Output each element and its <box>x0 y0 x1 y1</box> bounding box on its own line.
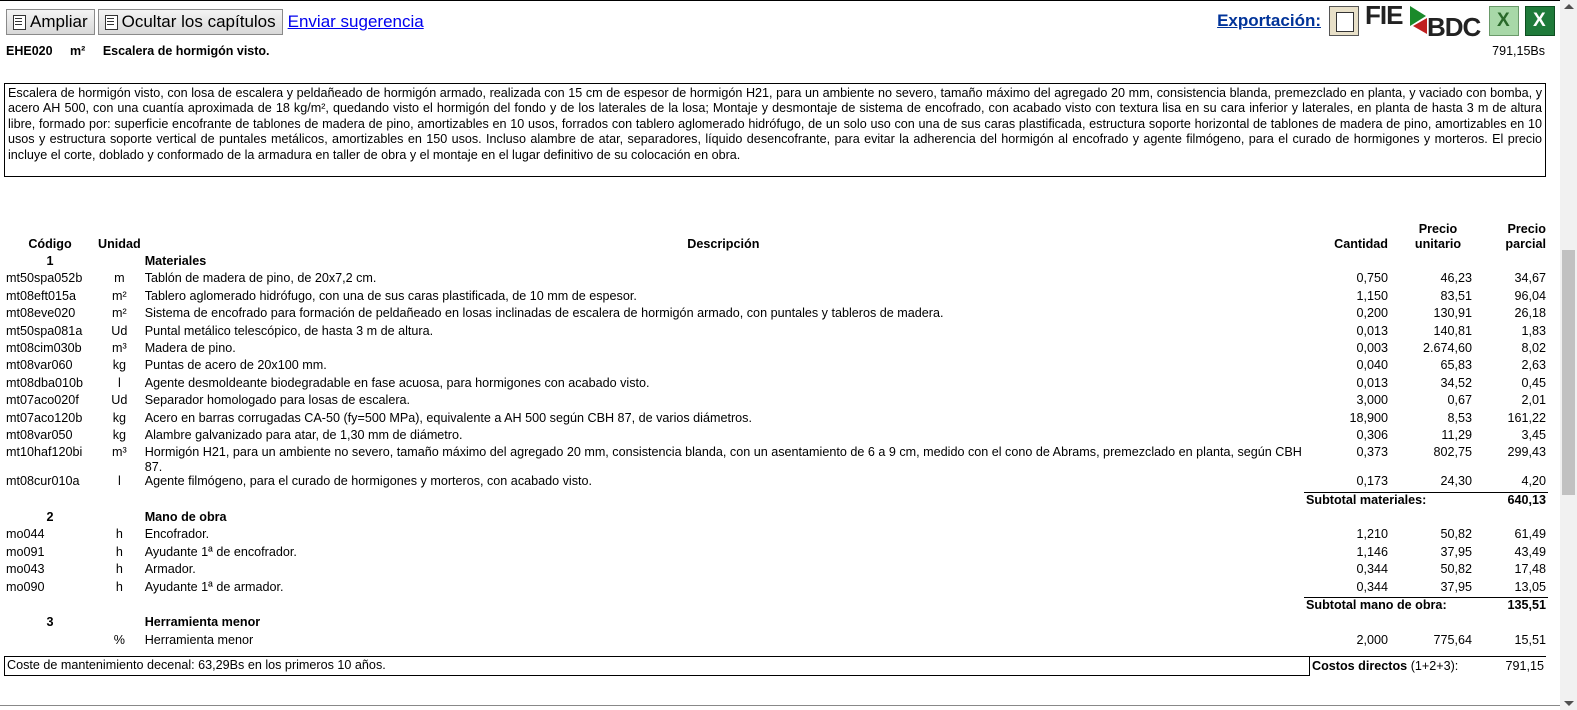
row-quantity: 0,344 <box>1356 562 1388 577</box>
row-code: mo090 <box>6 579 45 594</box>
table-row <box>4 428 1548 445</box>
ocultar-label: Ocultar los capítulos <box>121 12 276 31</box>
row-quantity: 0,013 <box>1356 323 1388 338</box>
col-partial-line1: Precio <box>1507 222 1546 236</box>
row-unit-price: 50,82 <box>1440 562 1472 577</box>
row-description: Tablón de madera de pino, de 20x7,2 cm. <box>144 271 377 286</box>
section-row <box>4 510 1548 527</box>
enviar-sugerencia-link[interactable]: Enviar sugerencia <box>287 12 424 31</box>
table-row <box>4 411 1548 428</box>
row-unit-price: 11,29 <box>1441 427 1472 442</box>
table-body <box>4 254 1548 650</box>
section-unit-cell <box>96 254 143 271</box>
bdc-logo-text: BDC <box>1427 12 1481 42</box>
breakdown-table <box>4 222 1548 650</box>
table-row <box>4 633 1548 650</box>
scroll-down-arrow-icon[interactable] <box>1564 701 1574 706</box>
table-row <box>4 545 1548 562</box>
row-unit-price: 65,83 <box>1440 358 1472 373</box>
row-quantity: 0,173 <box>1356 474 1388 489</box>
table-row <box>4 393 1548 410</box>
row-unit-price: 34,52 <box>1440 375 1472 390</box>
row-unit: Ud <box>111 393 128 408</box>
excel-light-export-icon[interactable] <box>1489 6 1519 36</box>
row-unit: l <box>117 474 121 489</box>
row-unit-price: 775,64 <box>1433 632 1472 647</box>
row-description: Ayudante 1ª de encofrador. <box>144 544 297 559</box>
export-toolbar <box>1217 2 1555 40</box>
item-title: Escalera de hormigón visto. <box>102 44 270 58</box>
row-quantity: 1,150 <box>1356 288 1388 303</box>
table-row <box>4 324 1548 341</box>
item-price: 791,15Bs <box>1492 44 1545 58</box>
row-unit: kg <box>112 410 126 425</box>
row-quantity: 0,200 <box>1356 306 1388 321</box>
row-unit-price: 0,67 <box>1447 393 1472 408</box>
ampliar-button[interactable] <box>6 9 95 35</box>
row-description: Armador. <box>144 562 196 577</box>
row-unit-price: 140,81 <box>1433 323 1472 338</box>
subtotal-row <box>4 492 1548 510</box>
subtotal-label: Subtotal materiales: <box>1304 492 1474 510</box>
row-unit: m <box>114 271 125 286</box>
row-code: mt08eve020 <box>6 306 76 321</box>
row-code: mt07aco020f <box>6 393 79 408</box>
row-code: mt08var050 <box>6 427 73 442</box>
row-description: Alambre galvanizado para atar, de 1,30 mm de diámetro. <box>144 427 463 442</box>
row-quantity: 0,306 <box>1356 427 1388 442</box>
table-row <box>4 376 1548 393</box>
row-description: Agente filmógeno, para el curado de hormigones y morteros, con acabado visto. <box>144 474 593 489</box>
col-code-header: Código <box>28 236 72 251</box>
col-unitprice-header <box>1392 222 1474 254</box>
row-partial-price: 1,83 <box>1521 323 1546 338</box>
scrollbar-thumb[interactable] <box>1562 250 1575 495</box>
row-code: mo043 <box>6 562 45 577</box>
section-unit-cell <box>96 615 143 632</box>
row-unit: Ud <box>111 323 128 338</box>
row-description: Acero en barras corrugadas CA-50 (fy=500 MPa), equivalente a AH 500 según CBH 87, de varios diámetros. <box>144 410 752 425</box>
row-code: mt08cur010a <box>6 474 80 489</box>
col-qty-header: Cantidad <box>1334 236 1388 251</box>
table-row <box>4 341 1548 358</box>
direct-costs-value: 791,15 <box>1505 659 1544 673</box>
col-unitprice-line2: unitario <box>1414 236 1462 251</box>
row-description: Encofrador. <box>144 527 210 542</box>
row-description: Madera de pino. <box>144 340 236 355</box>
table-row <box>4 358 1548 375</box>
row-code: mo044 <box>6 527 45 542</box>
row-description: Puntas de acero de 20x100 mm. <box>144 358 327 373</box>
ocultar-capitulos-button[interactable] <box>98 9 283 35</box>
row-unit-price: 130,91 <box>1433 306 1472 321</box>
row-quantity: 18,900 <box>1349 410 1388 425</box>
red-arrow-shape <box>1413 18 1427 34</box>
row-code: mt10haf120bi <box>6 445 83 460</box>
maintenance-cost: Coste de mantenimiento decenal: 63,29Bs en los primeros 10 años. <box>4 656 1310 676</box>
row-partial-price: 8,02 <box>1521 340 1546 355</box>
row-quantity: 0,344 <box>1356 579 1388 594</box>
row-unit: m² <box>112 306 127 321</box>
row-quantity: 0,003 <box>1356 340 1388 355</box>
row-unit-price: 50,82 <box>1440 527 1472 542</box>
row-code: mt07aco120b <box>6 410 83 425</box>
row-description: Herramienta menor <box>144 632 254 647</box>
row-partial-price: 26,18 <box>1514 306 1546 321</box>
row-partial-price: 34,67 <box>1514 271 1546 286</box>
row-quantity: 2,000 <box>1356 632 1388 647</box>
row-unit-price: 802,75 <box>1433 445 1472 460</box>
row-partial-price: 299,43 <box>1507 445 1546 460</box>
row-unit: m³ <box>112 445 127 460</box>
table-row <box>4 527 1548 544</box>
row-unit-price: 83,51 <box>1440 288 1472 303</box>
row-unit-price: 46,23 <box>1440 271 1472 286</box>
row-unit: kg <box>112 427 126 442</box>
row-unit: % <box>113 632 125 647</box>
table-row <box>4 445 1548 474</box>
row-unit: kg <box>112 358 126 373</box>
row-partial-price: 4,20 <box>1521 474 1546 489</box>
subtotal-row <box>4 598 1548 616</box>
scroll-up-arrow-icon[interactable] <box>1564 4 1574 9</box>
excel-export-icon[interactable] <box>1525 6 1555 36</box>
section-row <box>4 254 1548 271</box>
row-unit: m³ <box>112 340 127 355</box>
row-code <box>4 633 96 650</box>
col-partial-header <box>1474 222 1548 254</box>
table-row <box>4 306 1548 323</box>
row-description: Ayudante 1ª de armador. <box>144 579 284 594</box>
row-code: mt50spa052b <box>6 271 83 286</box>
table-row <box>4 289 1548 306</box>
row-partial-price: 43,49 <box>1514 544 1546 559</box>
subtotal-value: 640,13 <box>1474 492 1548 510</box>
row-partial-price: 161,22 <box>1507 410 1546 425</box>
col-unitprice-line1: Precio <box>1418 222 1458 236</box>
row-quantity: 1,210 <box>1356 527 1388 542</box>
row-unit-price: 8,53 <box>1447 410 1472 425</box>
row-description: Agente desmoldeante biodegradable en fase acuosa, para hormigones con acabado visto. <box>144 375 650 390</box>
row-unit: h <box>115 544 123 559</box>
section-name: Materiales <box>144 254 207 268</box>
table-row <box>4 271 1548 288</box>
row-quantity: 0,373 <box>1356 445 1388 460</box>
direct-costs-suffix: (1+2+3): <box>1410 659 1459 673</box>
row-unit-price: 37,95 <box>1440 544 1472 559</box>
toolbar <box>6 8 424 36</box>
row-description: Sistema de encofrado para formación de peldañeado en losas inclinadas de escalera de hormigón armado, con puntales y tableros de madera. <box>144 306 944 321</box>
row-partial-price: 61,49 <box>1514 527 1546 542</box>
subtotal-label: Subtotal mano de obra: <box>1304 598 1474 616</box>
row-unit-price: 2.674,60 <box>1422 340 1472 355</box>
section-name: Herramienta menor <box>144 615 261 630</box>
top-border <box>0 0 1560 1</box>
table-row <box>4 562 1548 579</box>
section-unit-cell <box>96 510 143 527</box>
row-unit: h <box>115 562 123 577</box>
row-partial-price: 3,45 <box>1521 427 1546 442</box>
row-unit: l <box>117 375 121 390</box>
row-unit-price: 37,95 <box>1440 579 1472 594</box>
document-list-icon <box>103 14 119 30</box>
row-code: mt08eft015a <box>6 288 77 303</box>
row-partial-price: 15,51 <box>1514 632 1546 647</box>
export-label[interactable]: Exportación: <box>1217 11 1321 30</box>
zoom-document-icon <box>11 14 27 30</box>
row-code: mt50spa081a <box>6 323 83 338</box>
section-number: 3 <box>46 615 54 630</box>
section-number: 2 <box>46 510 54 525</box>
row-quantity: 1,146 <box>1356 544 1388 559</box>
row-partial-price: 2,01 <box>1521 393 1546 408</box>
section-row <box>4 615 1548 632</box>
row-unit-price: 24,30 <box>1440 474 1472 489</box>
direct-costs <box>1310 656 1546 676</box>
table-row <box>4 580 1548 598</box>
section-name: Mano de obra <box>144 510 227 525</box>
item-code: EHE020 <box>6 44 53 58</box>
calculator-export-icon[interactable] <box>1329 6 1359 36</box>
col-unit-header: Unidad <box>98 236 141 251</box>
row-quantity: 0,013 <box>1356 375 1388 390</box>
row-code: mt08dba010b <box>6 375 84 390</box>
row-partial-price: 96,04 <box>1514 288 1546 303</box>
row-code: mt08cim030b <box>6 340 82 355</box>
row-partial-price: 17,48 <box>1514 562 1546 577</box>
subtotal-spacer <box>4 492 1304 510</box>
direct-costs-label: Costos directos <box>1312 659 1408 673</box>
bottom-border <box>0 705 1560 706</box>
row-description: Tablero aglomerado hidrófugo, con una de sus caras plastificada, de 10 mm de espesor. <box>144 288 637 303</box>
row-partial-price: 0,45 <box>1521 375 1546 390</box>
col-desc-header: Descripción <box>687 236 760 251</box>
row-unit: m² <box>112 288 127 303</box>
row-description: Separador homologado para losas de escalera. <box>144 393 411 408</box>
subtotal-value: 135,51 <box>1474 598 1548 616</box>
row-description: Puntal metálico telescópico, de hasta 3 m de altura. <box>144 323 434 338</box>
item-header <box>6 44 284 58</box>
row-description: Hormigón H21, para un ambiente no severo, tamaño máximo del agregado 20 mm, consistencia blanda, con un asentamiento de 6 a 9 cm, medido con el cono de Abrams, premezclado en planta, según CBH 87. <box>144 445 1302 474</box>
item-description: Escalera de hormigón visto, con losa de escalera y peldañeado de hormigón armado, realizada con 15 cm de espesor de hormigón H21, para un ambiente no severo, tamaño máximo del agregado 20 mm, consistencia blanda, premezclado en planta, y vaciado con bomba, y acero AH 500, con una cuantía aproximada de 18 kg/m², quedando visto el hormigón del fondo y de los laterales de la losa; Montaje y desmontaje de sistema de encofrado, con acabado visto con textura lisa en su cara inferior y laterales, en planta de hasta 3 m de altura libre, formado por: superficie encofrante de tablones de madera de pino, amortizables en 10 usos, forrados con tablero aglomerado hidrófugo, de un solo uso con una de sus caras plastificada, estructura soporte horizontal de tablones de madera de pino, amortizables en 10 usos y estructura soporte vertical de puntales metálicos, amortizables en 150 usos. Incluso alambre de atar, separadores, líquido desencofrante, para evitar la adherencia del hormigón al encofrado y agente filmógeno, para el curado de hormigones y morteros. El precio incluye el corte, doblado y conformado de la armadura en taller de obra y el montaje en el lugar definitivo de su colocación en obra. <box>4 83 1546 177</box>
row-quantity: 0,750 <box>1356 271 1388 286</box>
row-unit: h <box>115 579 123 594</box>
vertical-scrollbar[interactable] <box>1560 0 1577 710</box>
subtotal-spacer <box>4 598 1304 616</box>
fiebdc-export-icon[interactable] <box>1365 2 1483 40</box>
row-partial-price: 2,63 <box>1521 358 1546 373</box>
row-code: mt08var060 <box>6 358 73 373</box>
col-partial-line2: parcial <box>1505 236 1546 251</box>
table-header-row <box>4 222 1548 254</box>
row-code: mo091 <box>6 544 45 559</box>
item-unit: m² <box>70 44 86 58</box>
row-quantity: 0,040 <box>1356 358 1388 373</box>
ampliar-label: Ampliar <box>30 12 88 31</box>
row-quantity: 3,000 <box>1356 393 1388 408</box>
row-unit: h <box>115 527 123 542</box>
table-row <box>4 474 1548 492</box>
section-number: 1 <box>46 254 54 268</box>
fie-logo-text: FIE <box>1365 0 1403 30</box>
row-partial-price: 13,05 <box>1514 579 1546 594</box>
